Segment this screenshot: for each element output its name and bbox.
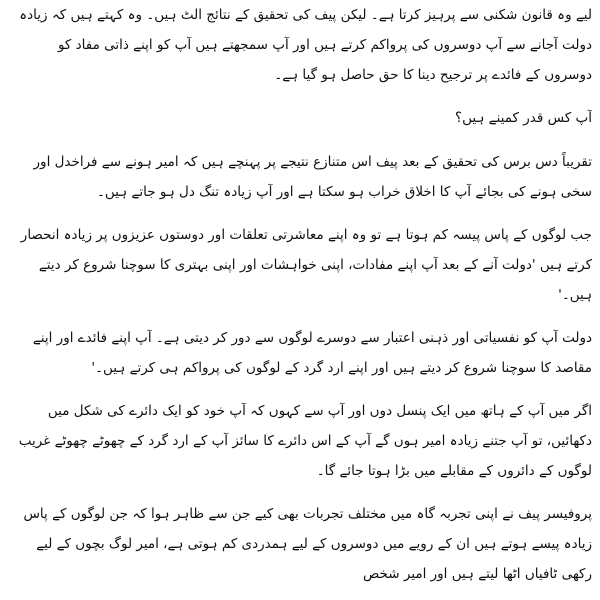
paragraph: تقریباً دس برس کی تحقیق کے بعد پیف اس متنازع نتیجے پر پہنچے ہیں کہ امیر ہونے سے فراخدل اور سخی ہونے کی بجائے آپ کا اخلاق خراب ہو سکتا ہے اور آپ زیادہ تنگ دل ہو جاتے ہیں۔	[33, 154, 592, 200]
section-heading: آپ کس قدر کمینے ہیں؟	[454, 110, 592, 126]
paragraph: جب لوگوں کے پاس پیسہ کم ہوتا ہے تو وہ اپنے معاشرتی تعلقات اور دوستوں عزیزوں پر زیادہ انحصار کرتے ہیں 'دولت آنے کے بعد آپ اپنے مفادات، اپنی خواہشات اور اپنی بہتری کا سوچنا شروع کر دیتے ہیں۔'	[20, 227, 592, 303]
paragraph: اگر میں آپ کے ہاتھ میں ایک پنسل دوں اور آپ سے کہوں کہ آپ خود کو ایک دائرے کی شکل میں دکھائیں، تو آپ جتنے زیادہ امیر ہوں گے آپ کے اس دائرے کا سائز آپ کے ارد گرد کے چھوٹے چھوٹے غریب لوگوں کے دائروں کے مقابلے میں بڑا ہوتا جائے گا۔	[18, 403, 592, 479]
paragraph: دولت آپ کو نفسیاتی اور ذہنی اعتبار سے دوسرے لوگوں سے دور کر دیتی ہے۔ آپ اپنے فائدے اور اپنے مقاصد کا سوچنا شروع کر دیتے ہیں اور اپنے ارد گرد کے لوگوں کی پرواکم ہی کرتے ہیں۔'	[32, 330, 592, 376]
article-body	[8, 0, 592, 600]
paragraph: پروفیسر پیف نے اپنی تجربہ گاہ میں مختلف تجربات بھی کیے جن سے ظاہر ہوا کہ جن لوگوں کے پاس زیادہ پیسے ہوتے ہیں ان کے رویے میں دوسروں کے لیے ہمدردی کم ہوتی ہے، امیر لوگ بچوں کے لیے رکھی ٹافیاں اٹھا لیتے ہیں اور امیر شخص	[23, 506, 592, 582]
paragraph: لیے وہ قانون شکنی سے پرہیز کرتا ہے۔ لیکن پیف کی تحقیق کے نتائج الٹ ہیں۔ وہ کہتے ہیں کہ زیادہ دولت آجانے سے آپ دوسروں کی پرواکم کرتے ہیں اور آپ سمجھتے ہیں آپ کو اپنے ذاتی مفاد کو دوسروں کے فائدے پر ترجیح دینا کا حق حاصل ہو گیا ہے۔	[19, 7, 592, 83]
